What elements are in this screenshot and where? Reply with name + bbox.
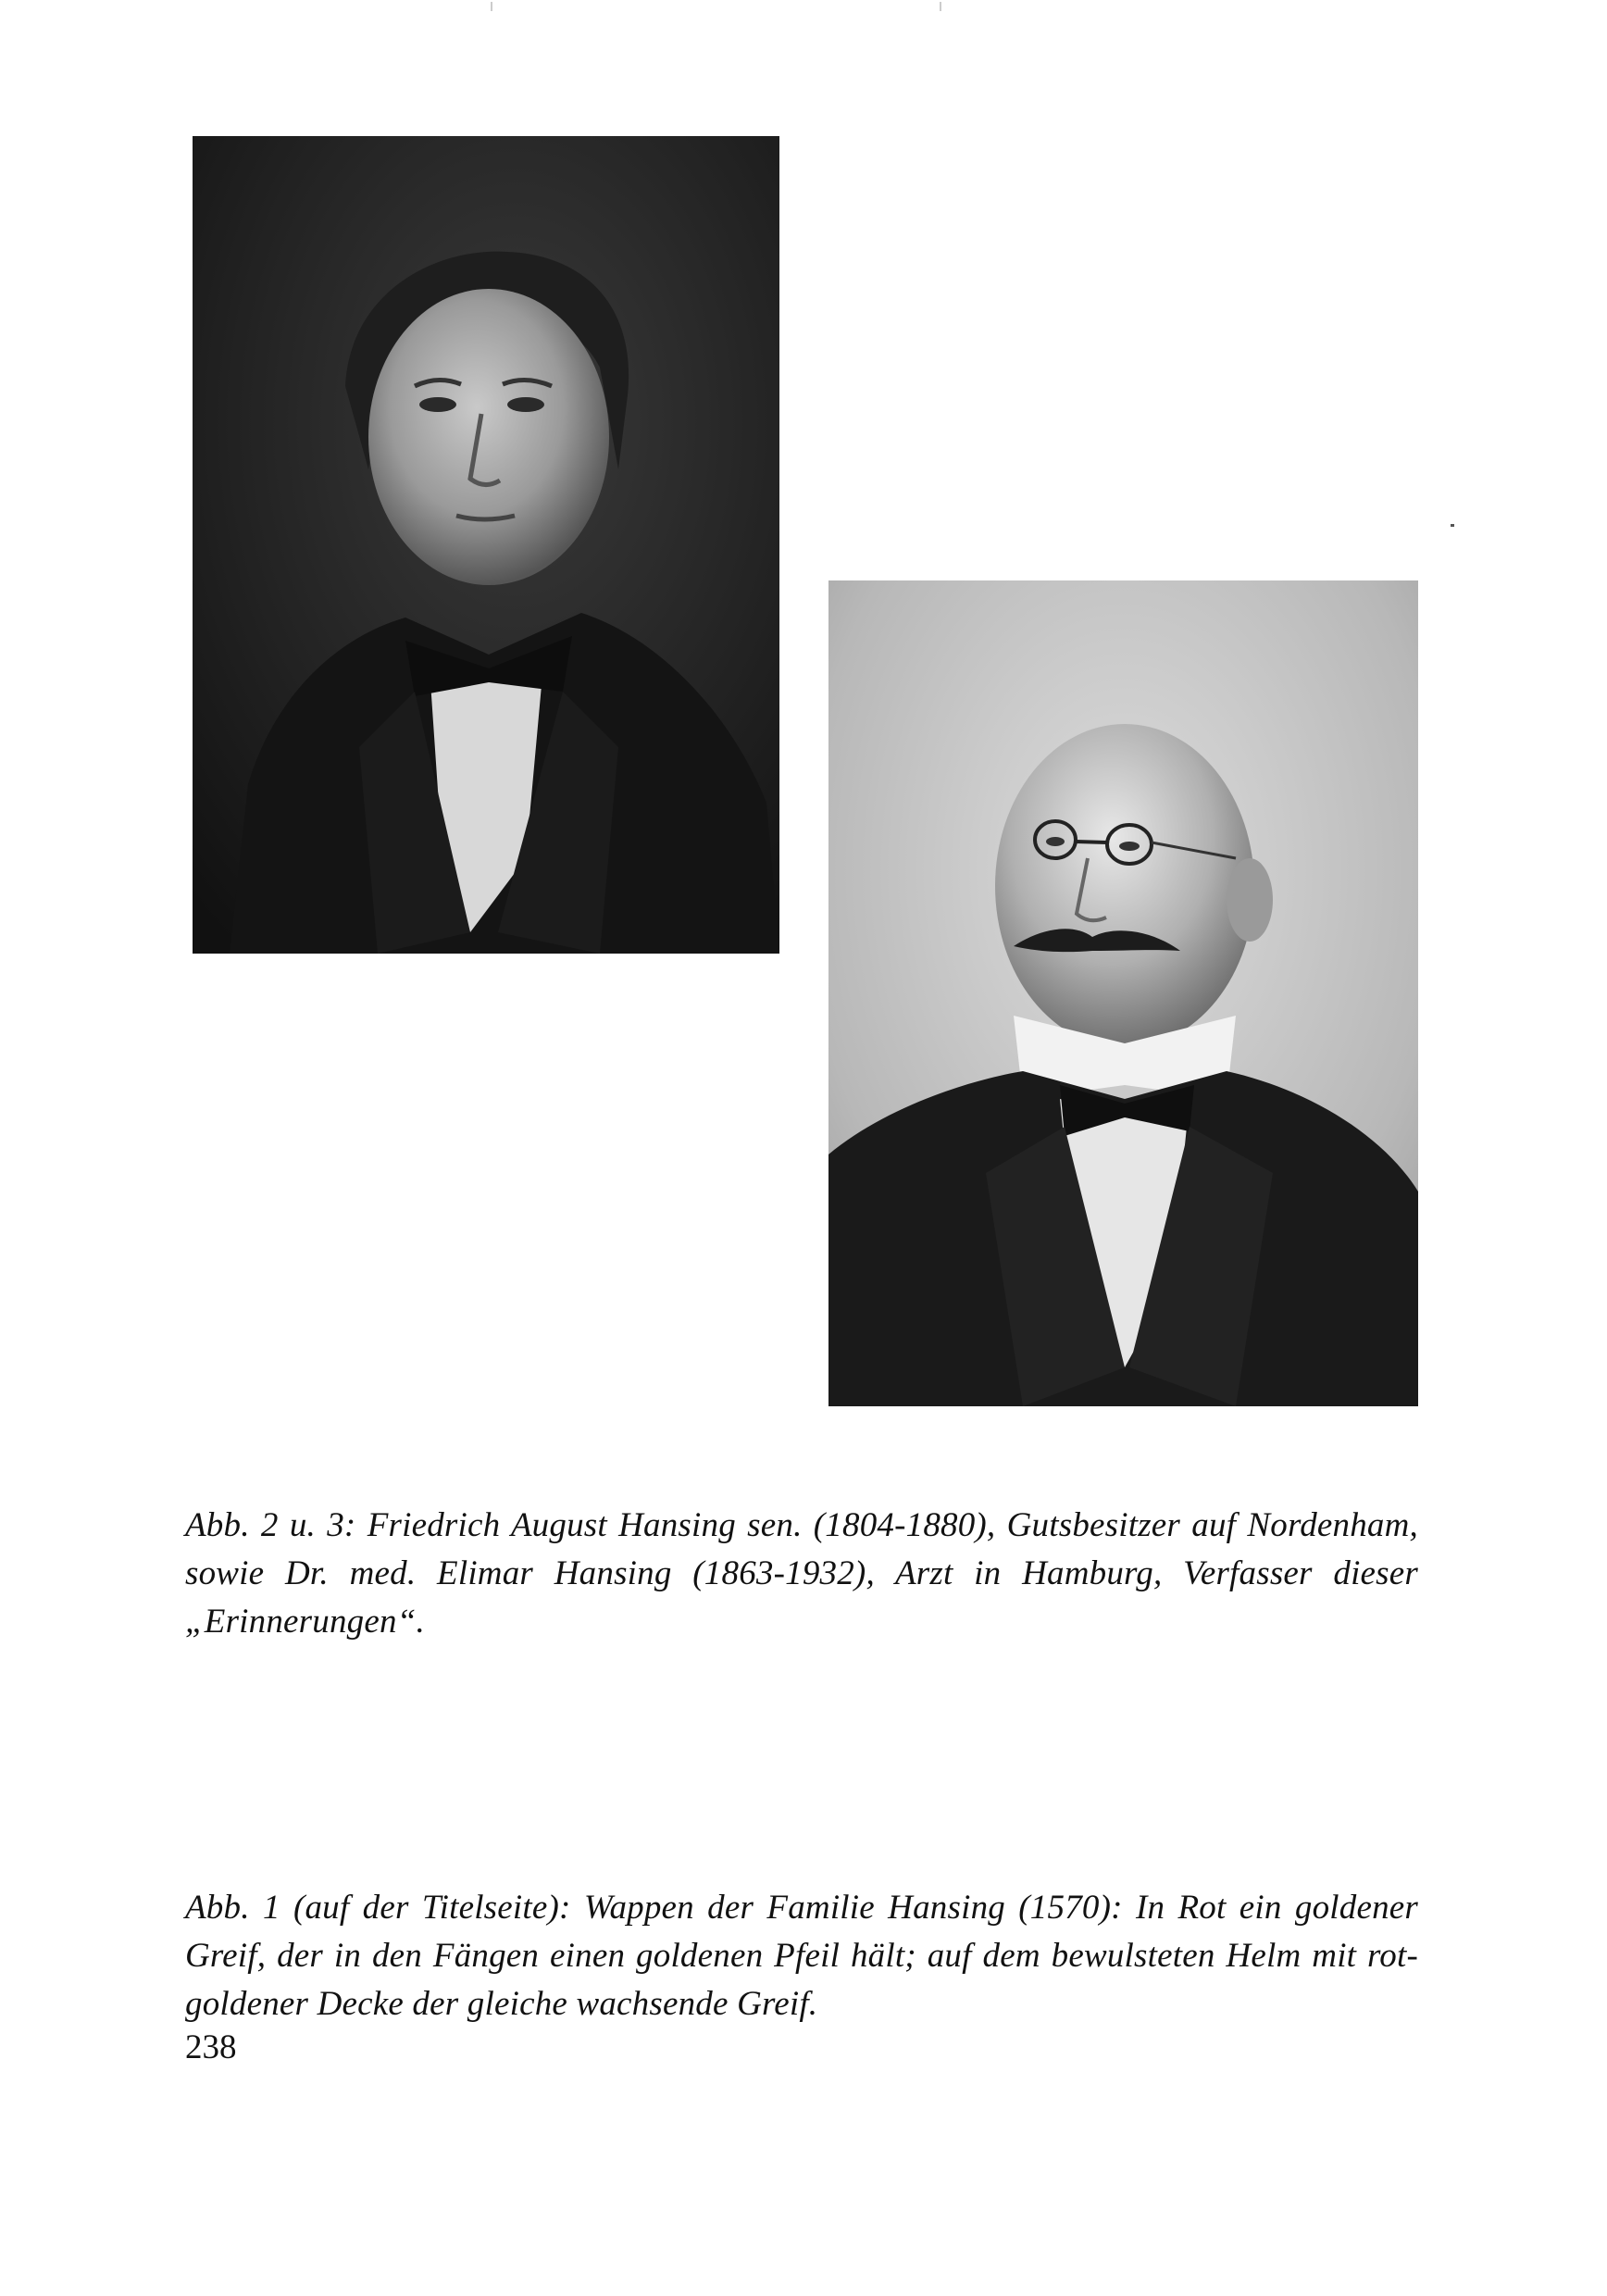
page-speck <box>940 2 941 11</box>
page-speck <box>491 2 492 11</box>
portrait-elimar-hansing <box>828 580 1418 1406</box>
page-number: 238 <box>185 2028 237 2066</box>
figure-caption-abb-1: Abb. 1 (auf der Titelseite): Wappen der Familie Hansing (1570): In Rot ein goldener Greif, der in den Fängen einen goldenen Pfeil hält; auf dem bewulsteten Helm mit rot-goldener Decke der gleiche wachsende Greif. <box>185 1889 1418 2023</box>
figure-caption-abb-2-3: Abb. 2 u. 3: Friedrich August Hansing sen. (1804-1880), Gutsbesitzer auf Nordenham, sowie Dr. med. Elimar Hansing (1863-1932), Arzt in Hamburg, Verfasser dieser „Erinnerungen“. <box>185 1506 1418 1641</box>
portrait-friedrich-august-hansing <box>193 136 779 954</box>
portrait-painting-image <box>193 136 779 954</box>
page-speck <box>1451 524 1454 527</box>
portrait-photo-image <box>828 580 1418 1406</box>
